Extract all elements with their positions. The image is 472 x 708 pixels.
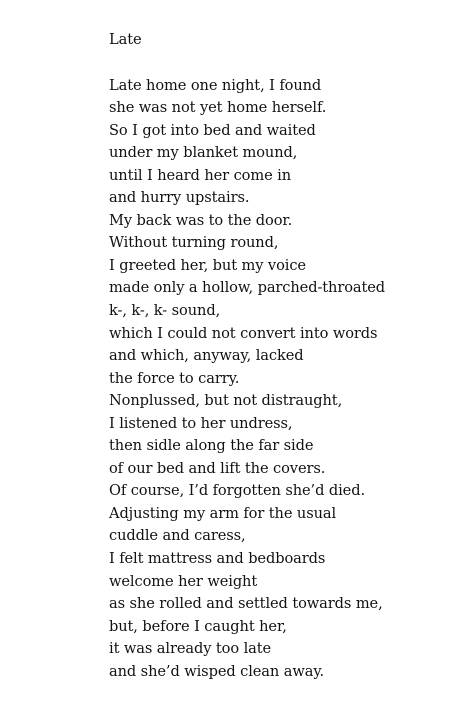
poem-line: cuddle and caress,: [109, 527, 246, 545]
poem-line: So I got into bed and waited: [109, 121, 316, 139]
poem-line: it was already too late: [109, 640, 272, 658]
poem-line: which I could not convert into words: [109, 324, 378, 342]
poem-line: My back was to the door.: [109, 211, 293, 229]
poem-line: the force to carry.: [109, 369, 240, 387]
poem-line: she was not yet home herself.: [109, 99, 327, 117]
poem-line: and she’d wisped clean away.: [109, 662, 325, 680]
poem-line: of our bed and lift the covers.: [109, 459, 326, 477]
poem-line: I greeted her, but my voice: [109, 256, 306, 274]
poem-line: Nonplussed, but not distraught,: [109, 392, 343, 410]
poem-stanza: [109, 75, 459, 684]
poem-line: made only a hollow, parched-throated: [109, 279, 386, 297]
poem-line: Adjusting my arm for the usual: [109, 504, 337, 522]
poem-line: under my blanket mound,: [109, 144, 298, 162]
poem-line: I listened to her undress,: [109, 414, 293, 432]
poem-line: Late home one night, I found: [109, 76, 322, 94]
poem-line: Of course, I’d forgotten she’d died.: [109, 482, 365, 500]
poem-line: then sidle along the far side: [109, 437, 314, 455]
poem-line: but, before I caught her,: [109, 617, 287, 635]
poem-line: welcome her weight: [109, 572, 258, 590]
poem-line: Without turning round,: [109, 234, 279, 252]
poem-title: Late: [109, 31, 142, 48]
poem: [109, 29, 459, 683]
poem-line: as she rolled and settled towards me,: [109, 595, 383, 613]
poem-line: I felt mattress and bedboards: [109, 549, 326, 567]
poem-line: k-, k-, k- sound,: [109, 301, 221, 319]
poem-line: and hurry upstairs.: [109, 189, 250, 207]
poem-line: until I heard her come in: [109, 166, 292, 184]
poem-line: and which, anyway, lacked: [109, 347, 304, 365]
